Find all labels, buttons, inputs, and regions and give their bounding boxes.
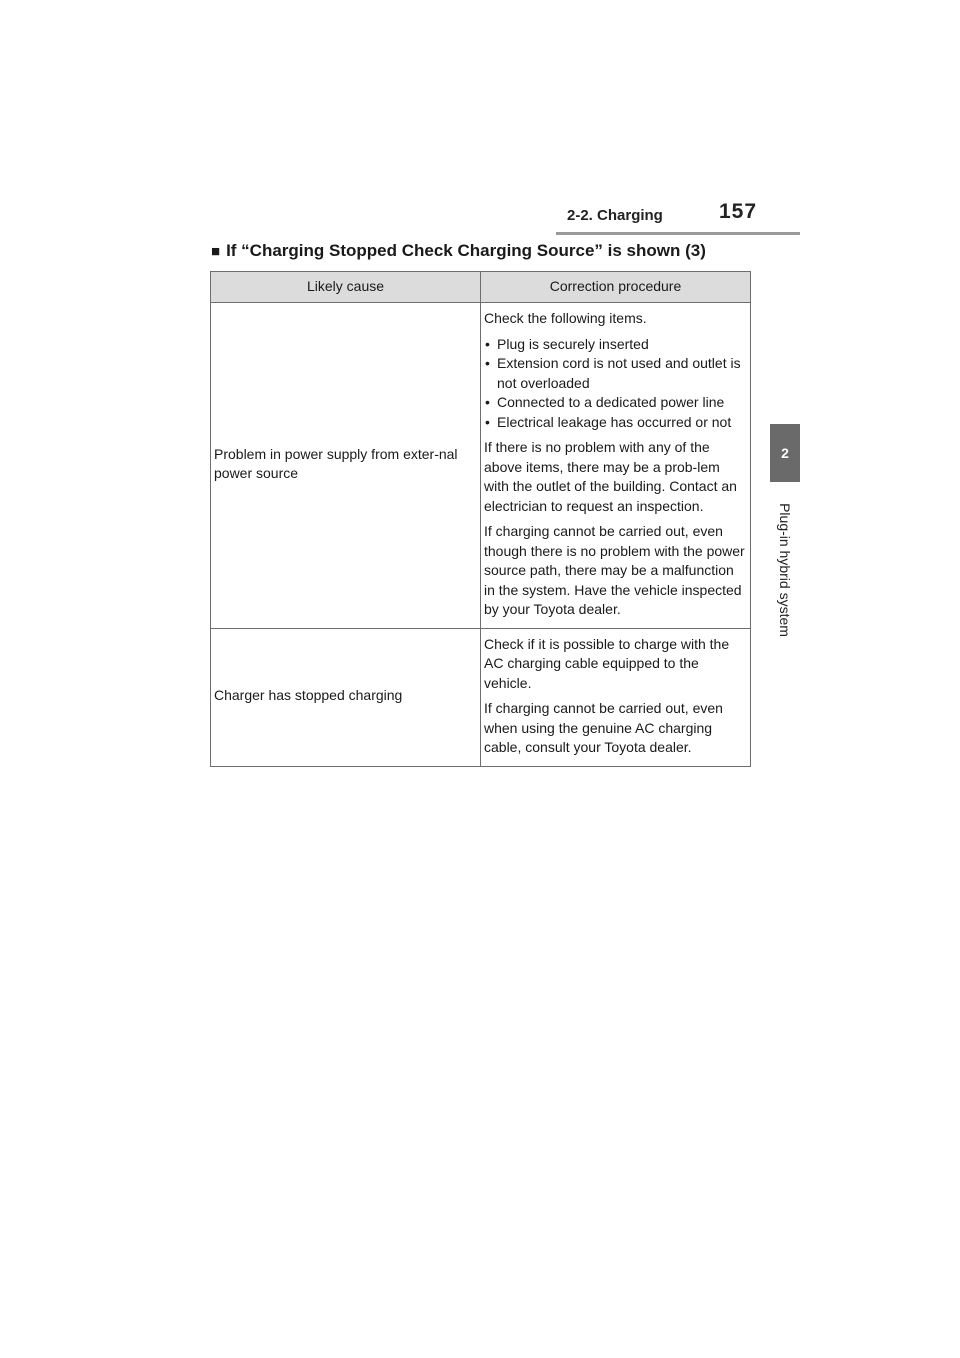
check-list: [484, 335, 746, 433]
chapter-tab: 2: [770, 424, 800, 482]
heading-square-icon: ■: [211, 243, 221, 260]
list-item-text: Extension cord is not used and outlet is not overloaded: [497, 355, 741, 391]
list-item-text: Connected to a dedicated power line: [497, 394, 725, 410]
page-number: 157: [719, 200, 758, 223]
column-header-likely-cause: Likely cause: [211, 272, 481, 303]
table-row: [211, 628, 751, 766]
list-item: [484, 354, 746, 393]
likely-cause-cell: Problem in power supply from exter-nal power source: [211, 303, 481, 629]
correction-paragraph: If charging cannot be carried out, even when using the genuine AC charging cable, consult your Toyota dealer.: [484, 700, 723, 755]
column-header-correction-procedure: Correction procedure: [481, 272, 751, 303]
table-header-row: [211, 272, 751, 303]
list-item: [484, 413, 746, 433]
correction-paragraph: If there is no problem with any of the above items, there may be a prob-lem with the outlet of the building. Contact an electrician to request an inspection.: [484, 439, 737, 514]
bullet-icon: •: [485, 335, 490, 352]
list-item-text: Electrical leakage has occurred or not: [497, 413, 732, 430]
section-title: 2-2. Charging: [567, 207, 663, 224]
correction-cell: [481, 628, 751, 766]
correction-intro: Check the following items.: [484, 310, 647, 326]
correction-paragraph: Check if it is possible to charge with the AC charging cable equipped to the vehicle.: [484, 635, 730, 691]
section-heading: [211, 241, 706, 261]
table-row: [211, 303, 751, 629]
correction-paragraph: If charging cannot be carried out, even though there is no problem with the power source path, there may be a malfunction in the system. Have the vehicle inspected by your Toyota dealer.: [484, 523, 745, 617]
troubleshooting-table: [210, 271, 751, 767]
list-item: [484, 393, 746, 413]
header-divider: [556, 232, 800, 235]
list-item: [484, 335, 746, 355]
list-item-text: Plug is securely inserted: [497, 335, 649, 352]
likely-cause-cell: Charger has stopped charging: [211, 628, 481, 766]
chapter-label: Plug-in hybrid system: [777, 503, 793, 637]
bullet-icon: •: [485, 413, 490, 430]
correction-cell: [481, 303, 751, 629]
bullet-icon: •: [485, 355, 490, 371]
bullet-icon: •: [485, 394, 490, 410]
heading-text: If “Charging Stopped Check Charging Source” is shown (3): [226, 241, 706, 260]
